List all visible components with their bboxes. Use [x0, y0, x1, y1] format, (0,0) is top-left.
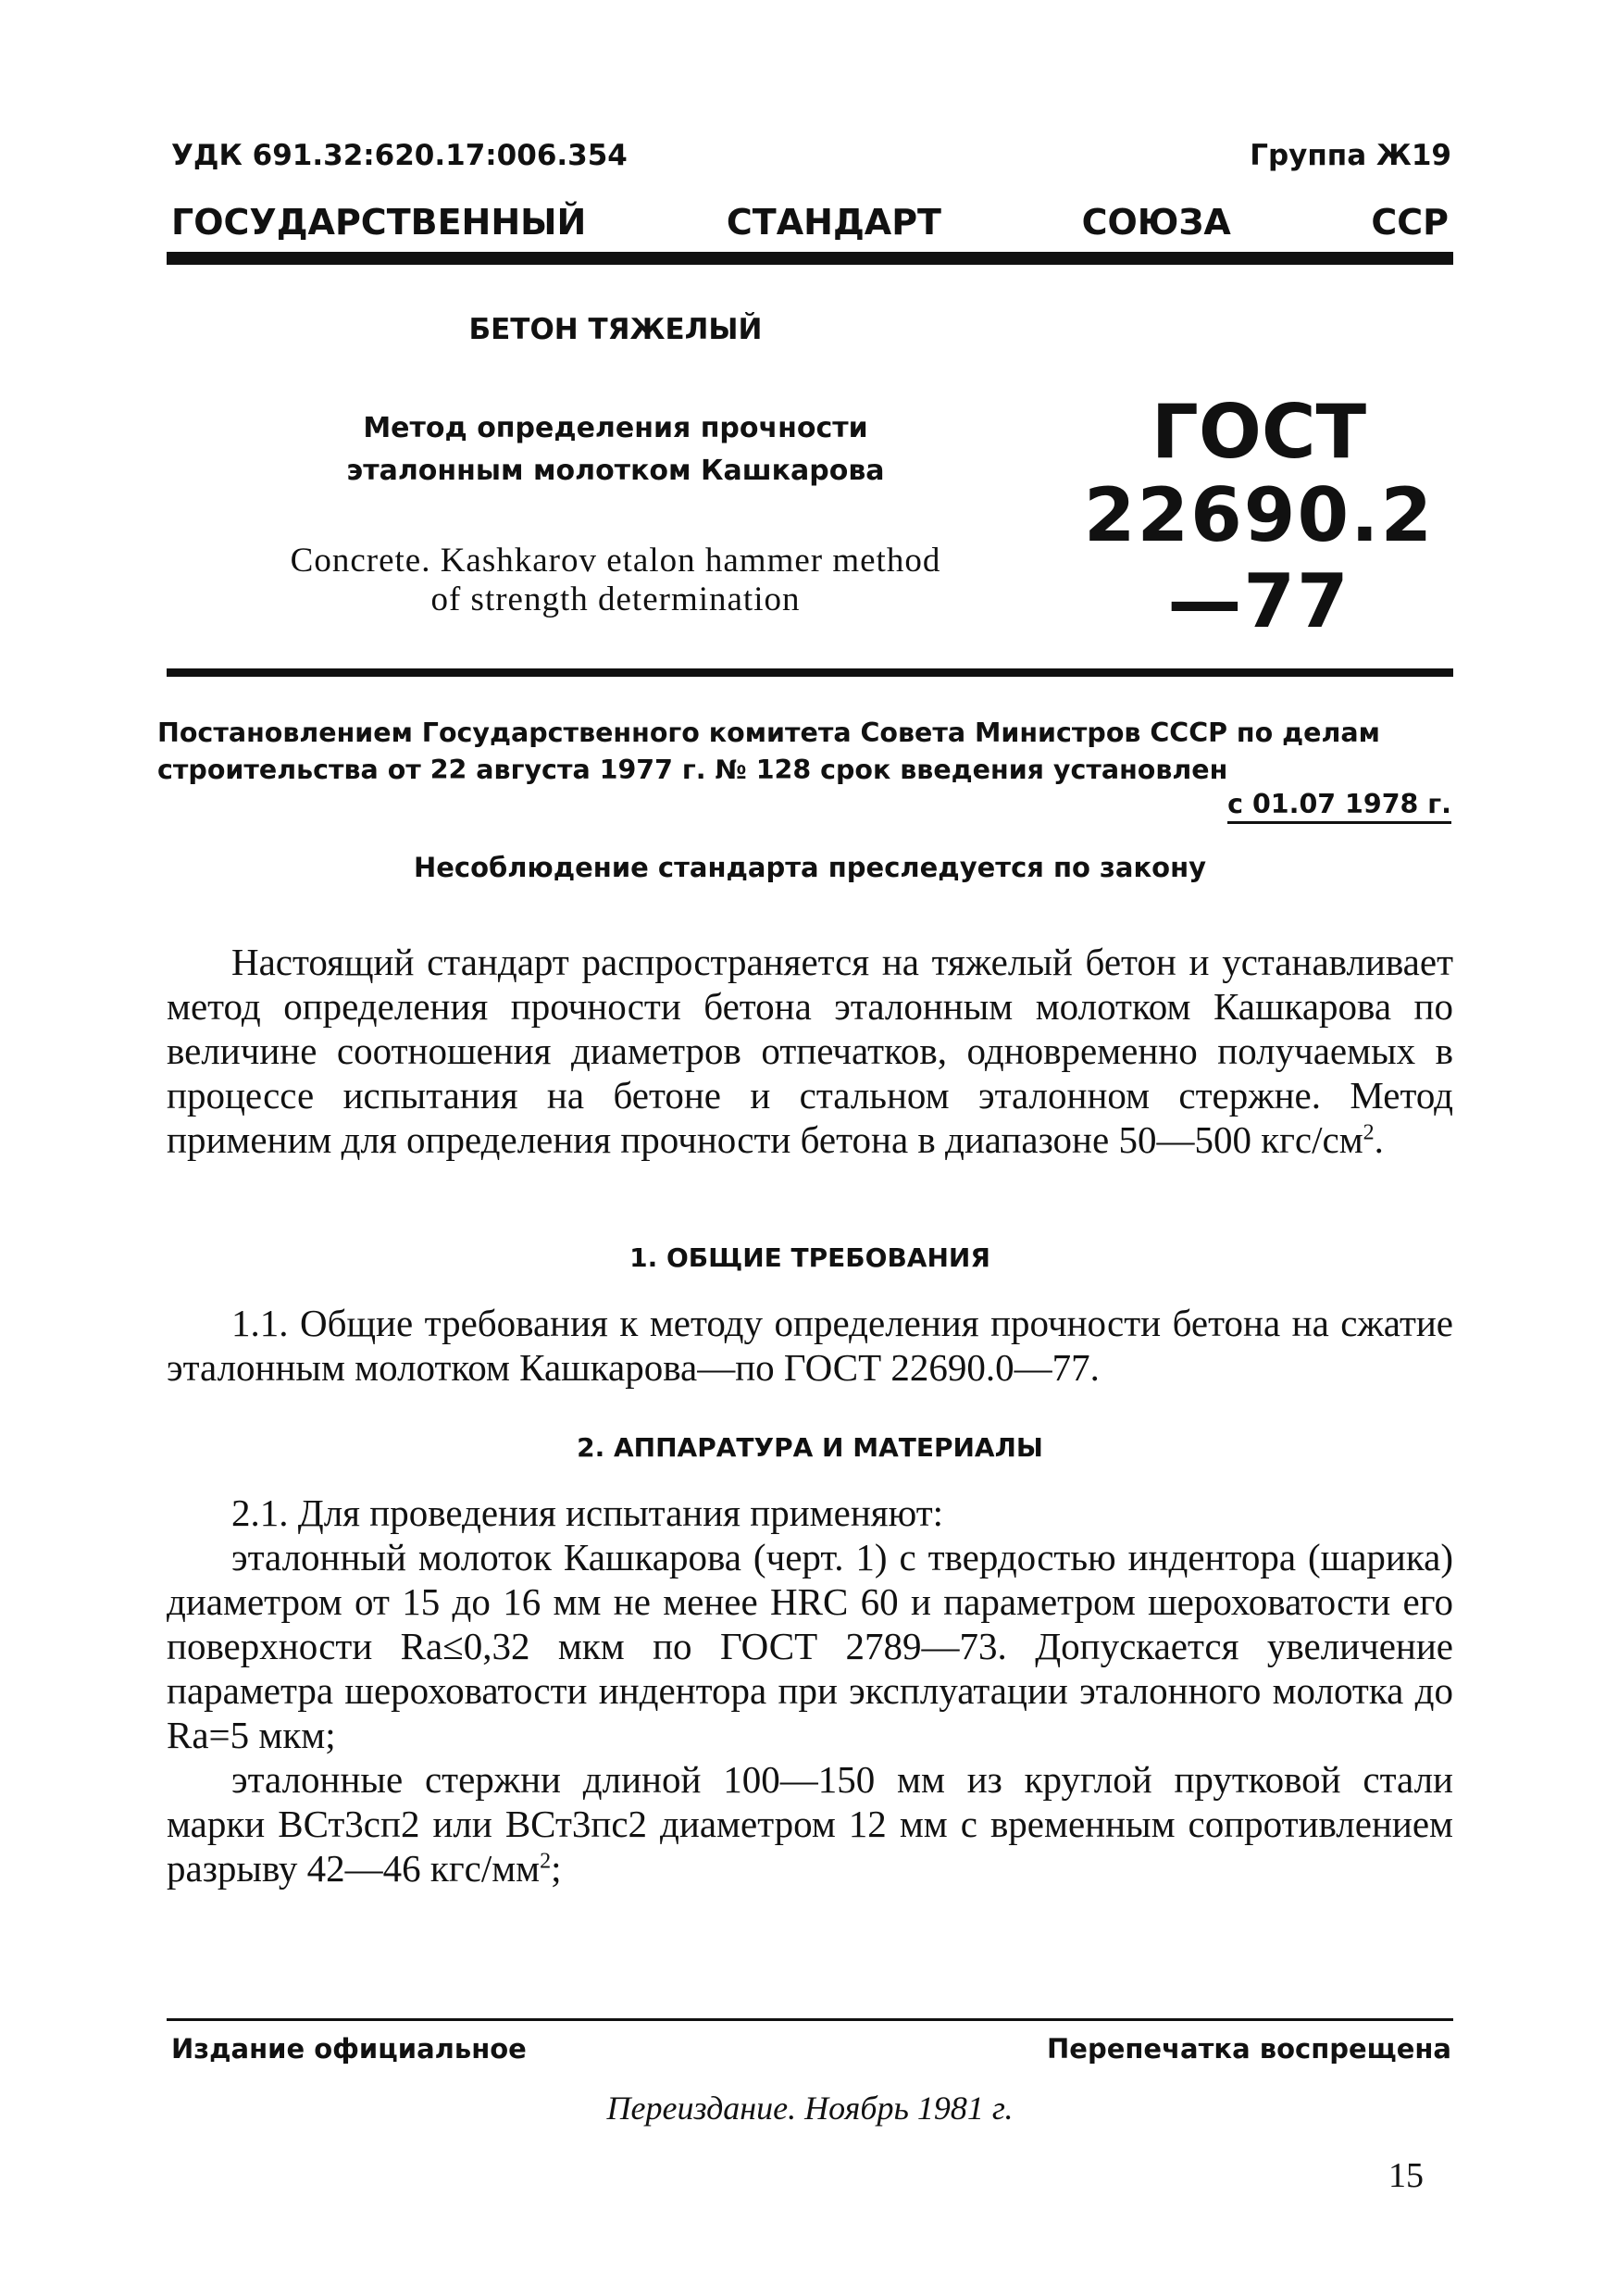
subtitle-russian — [324, 407, 907, 493]
section-2-heading: 2. АППАРАТУРА И МАТЕРИАЛЫ — [577, 1432, 1043, 1463]
reprint-prohibited-label: Перепечатка воспрещена — [1047, 2033, 1451, 2065]
gost-label: ГОСТ — [1151, 389, 1367, 475]
banner-word-3: СОЮЗА — [1081, 202, 1231, 243]
subtitle-ru-line-2: эталонным молотком Кашкарова — [346, 455, 885, 487]
item-2-superscript: 2 — [540, 1849, 552, 1874]
paragraph-2-1 — [167, 1491, 1453, 1890]
law-notice: Несоблюдение стандарта преследуется по закону — [413, 852, 1207, 883]
banner-word-1: ГОСУДАРСТВЕННЫЙ — [171, 202, 587, 243]
section-1-heading: 1. ОБЩИЕ ТРЕБОВАНИЯ — [629, 1242, 990, 1273]
udk-code: УДК 691.32:620.17:006.354 — [171, 139, 628, 172]
paragraph-2-1-intro: 2.1. Для проведения испытания применяют: — [231, 1491, 944, 1534]
banner-word-4: ССР — [1371, 202, 1449, 243]
item-2-text: эталонные стержни длиной 100—150 мм из круглой прутковой стали марки ВСт3сп2 или ВСт3пс2 диаметром 12 мм с временным сопротивлением разрыву 42—46 кгс/мм — [167, 1758, 1453, 1890]
footer-rule — [167, 2018, 1453, 2021]
document-title: БЕТОН ТЯЖЕЛЫЙ — [468, 313, 763, 346]
title-divider-rule — [167, 668, 1453, 677]
intro-end: . — [1374, 1118, 1384, 1161]
subtitle-en-line-1: Concrete. Kashkarov etalon hammer method — [290, 542, 941, 580]
intro-superscript: 2 — [1363, 1120, 1375, 1145]
state-standard-banner — [171, 202, 1449, 243]
page-number: 15 — [1388, 2156, 1424, 2195]
decree-date: с 01.07 1978 г. — [1227, 789, 1451, 824]
reissue-note: Переиздание. Ноябрь 1981 г. — [606, 2090, 1014, 2127]
subtitle-english — [213, 542, 1018, 619]
intro-text: Настоящий стандарт распространяется на тяжелый бетон и устанавливает метод определения прочности бетона эталонным молотком Кашкарова по величине соотношения диаметров отпечатков, одновременно получаемых в процессе испытания на бетоне и стальном эталонном стержне. Метод применим для определения прочности бетона в диапазоне 50—500 кгс/см — [167, 941, 1453, 1161]
paragraph-2-1-item-1: эталонный молоток Кашкарова (черт. 1) с твердостью индентора (шарика) диаметром от 15 до 16 мм не менее HRC 60 и параметром шероховатости его поверхности Ra≤0,32 мкм по ГОСТ 2789—73. Допускается увеличение параметра шероховатости индентора при эксплуатации эталонного молотка до Ra=5 мкм; — [167, 1536, 1453, 1756]
paragraph-2-1-item-2 — [167, 1757, 1453, 1890]
subtitle-en-line-2: of strength determination — [430, 580, 801, 618]
decree-text: Постановлением Государственного комитета Совета Министров СССР по делам строительства от 22 августа 1977 г. № 128 срок введения установлен — [157, 718, 1380, 785]
subtitle-ru-line-1: Метод определения прочности — [363, 412, 868, 444]
paragraph-1-1: 1.1. Общие требования к методу определения прочности бетона на сжатие эталонным молотком Кашкарова—по ГОСТ 22690.0—77. — [167, 1302, 1453, 1389]
gost-number: 22690.2—77 — [1083, 472, 1435, 644]
item-2-end: ; — [551, 1847, 562, 1890]
official-edition-label: Издание официальное — [171, 2033, 527, 2065]
top-thick-rule — [167, 252, 1453, 265]
banner-word-2: СТАНДАРТ — [726, 202, 941, 243]
group-code: Группа Ж19 — [1250, 139, 1451, 172]
intro-paragraph — [167, 940, 1453, 1162]
